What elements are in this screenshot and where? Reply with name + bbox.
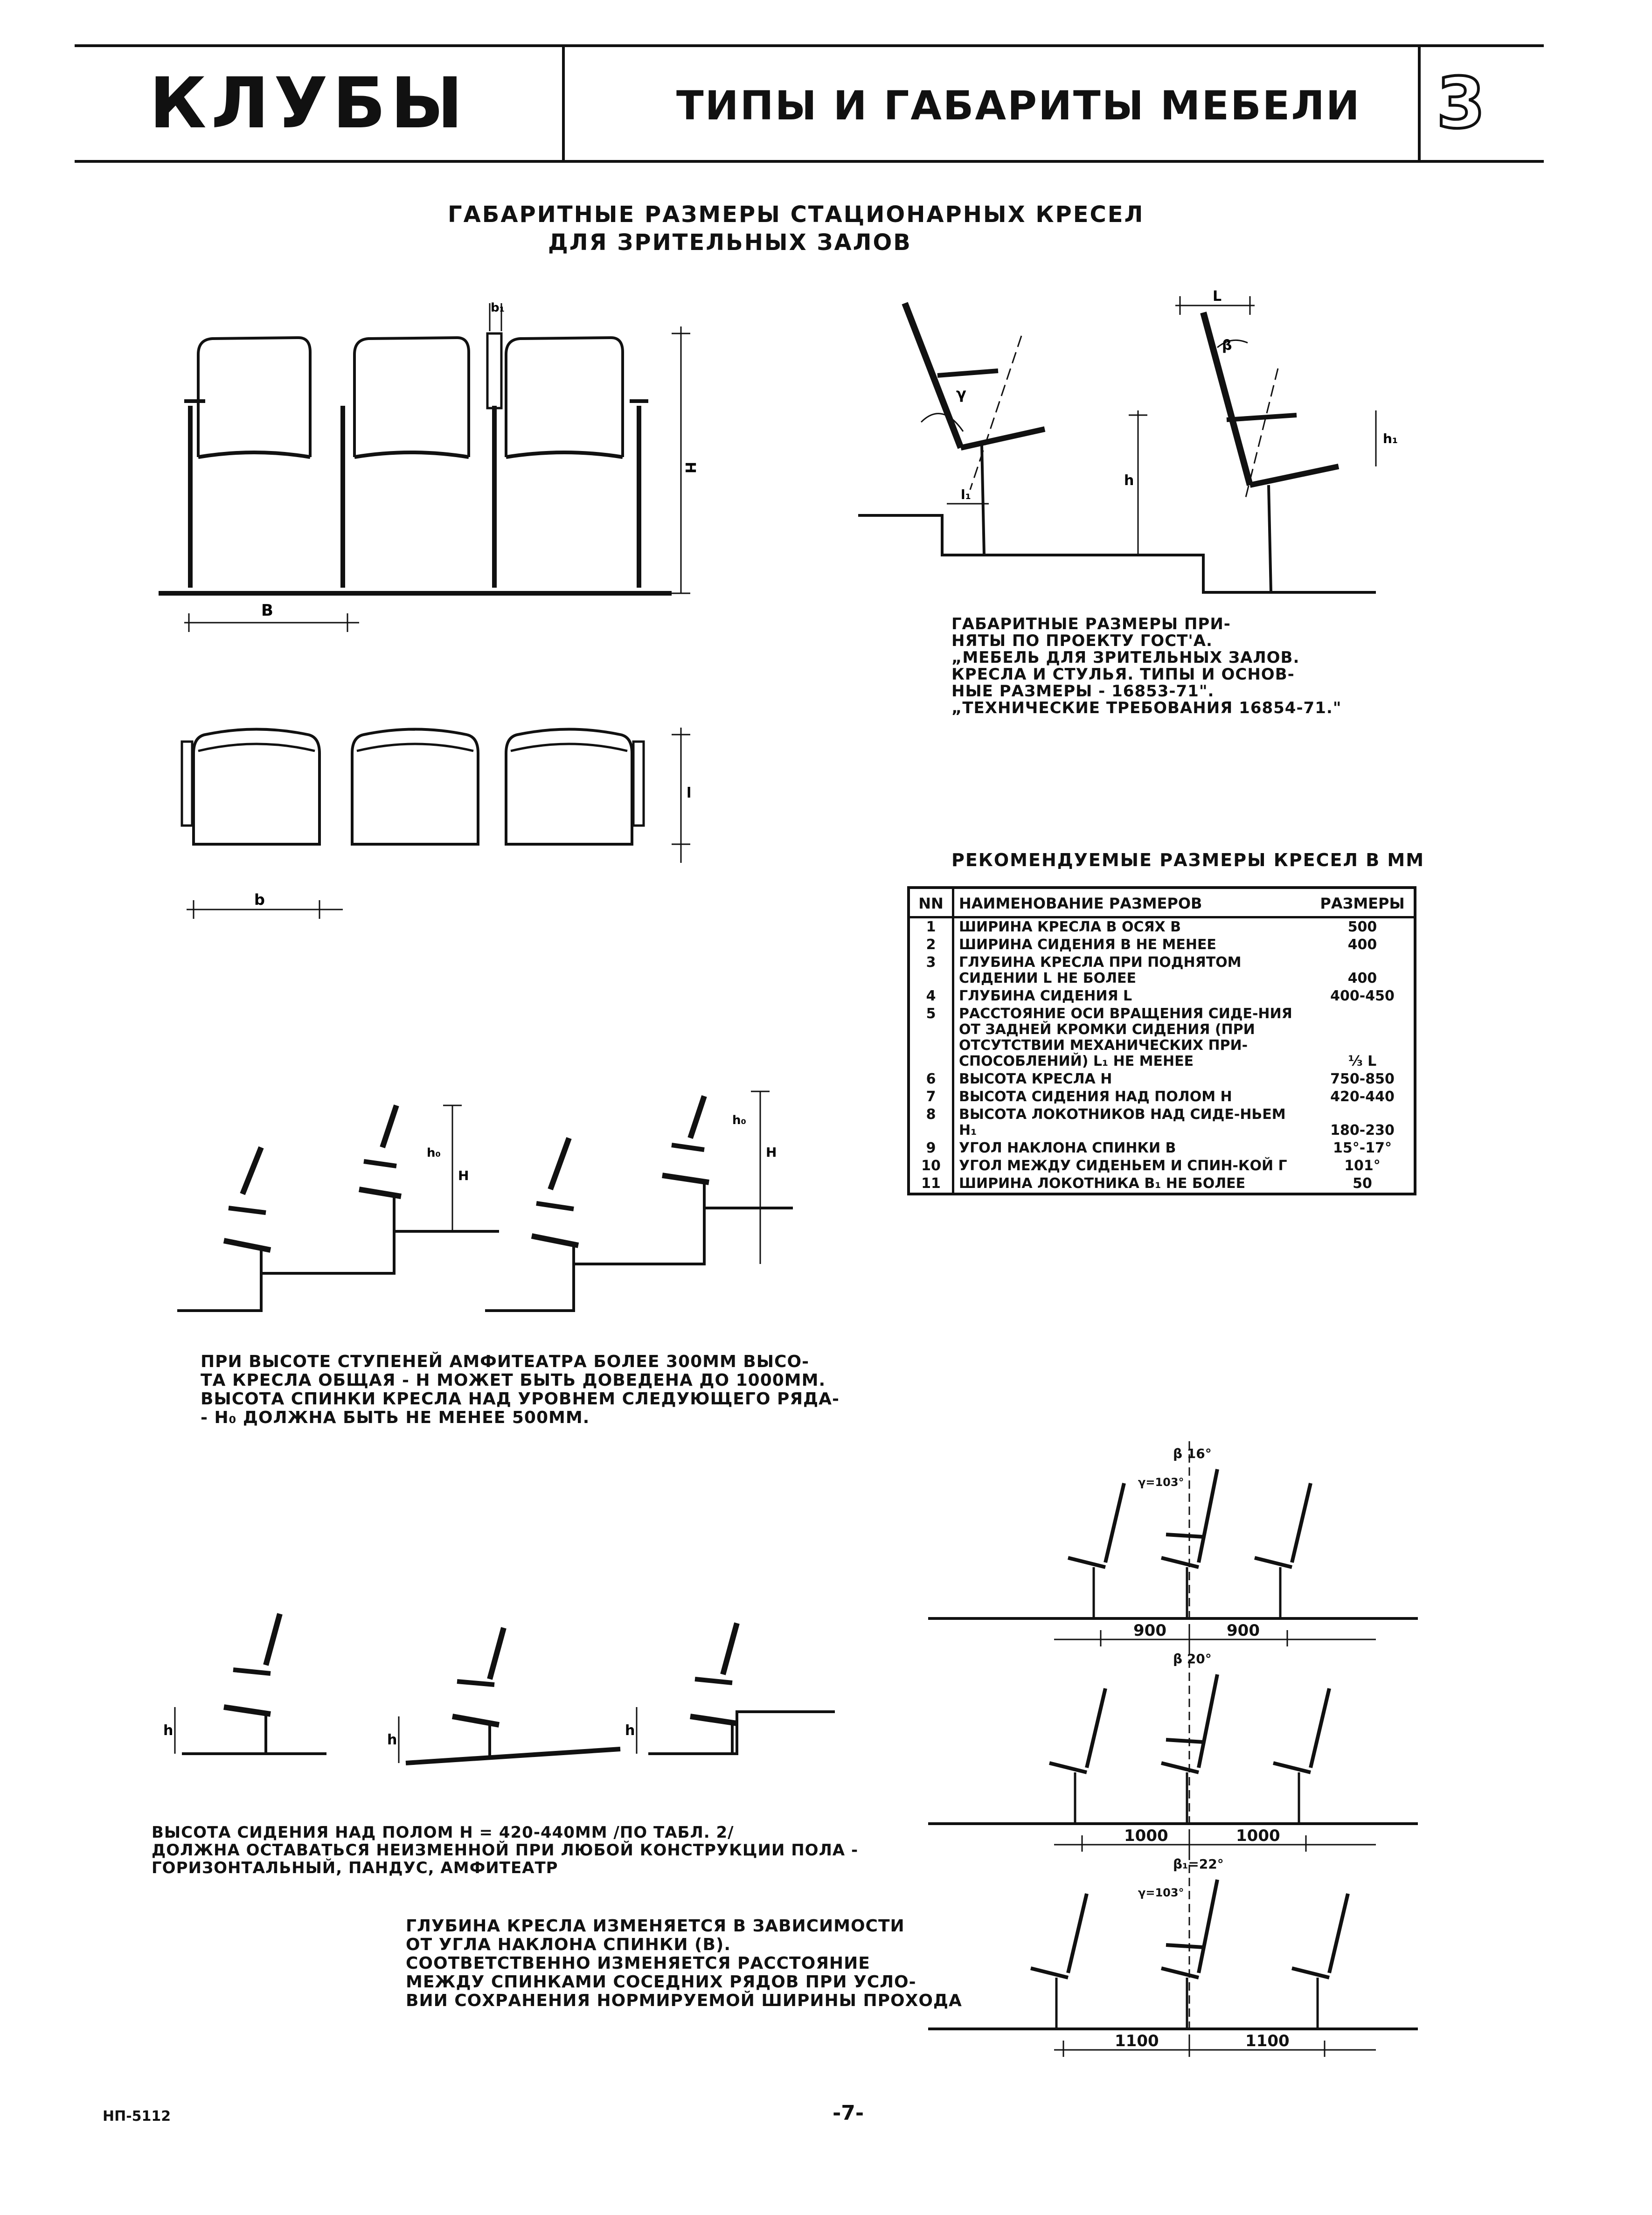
row-number: 6 (910, 1070, 953, 1088)
table-row (910, 1088, 1414, 1106)
header-left-title: КЛУБЫ (149, 63, 468, 144)
gost-note: ГАБАРИТНЫЕ РАЗМЕРЫ ПРИ- НЯТЫ ПО ПРОЕКТУ ГОСТ'А. „МЕБЕЛЬ ДЛЯ ЗРИТЕЛЬНЫХ ЗАЛОВ. КРЕСЛА И СТУЛЬЯ. ТИПЫ И ОСНОВ- НЫЕ РАЗМЕРЫ - 16853-71". „ТЕХНИЧЕСКИЕ ТРЕБОВАНИЯ 16854-71." (951, 615, 1342, 717)
page-number: -7- (833, 2101, 864, 2125)
row-name: ВЫСОТА СИДЕНИЯ НАД ПОЛОМ H (959, 1089, 1232, 1105)
row-spacing-block (928, 1852, 1441, 2057)
amphitheatre-note: ПРИ ВЫСОТЕ СТУПЕНЕЙ АМФИТЕАТРА БОЛЕЕ 300ММ ВЫСО- ТА КРЕСЛА ОБЩАЯ - H МОЖЕТ БЫТЬ ДОВЕДЕНА ДО 1000ММ. ВЫСОТА СПИНКИ КРЕСЛА НАД УРОВНЕМ СЛЕДУЮЩЕГО РЯДА- - H₀ ДОЛЖНА БЫТЬ НЕ МЕНЕЕ 500ММ. (201, 1352, 840, 1427)
label-gamma: γ (956, 385, 966, 403)
row-number: 5 (910, 1005, 953, 1070)
seat-back (354, 338, 469, 438)
floor-types-diagram (154, 1604, 854, 1782)
table-row (910, 917, 1414, 937)
label-h0: h₀ (732, 1113, 746, 1127)
header-divider-2 (1418, 44, 1421, 163)
table-row (910, 1070, 1414, 1088)
footer-code: НП-5112 (103, 2108, 171, 2125)
spacing-right-dim: 1100 (1245, 2032, 1290, 2050)
row-name: РАССТОЯНИЕ ОСИ ВРАЩЕНИЯ СИДЕ-НИЯ ОТ ЗАДНЕЙ КРОМКИ СИДЕНИЯ (ПРИ ОТСУТСТВИИ МЕХАНИЧЕСКИХ ПРИ-СПОСОБЛЕНИЙ) L₁ НЕ МЕНЕЕ (959, 1006, 1292, 1069)
depth-note: ГЛУБИНА КРЕСЛА ИЗМЕНЯЕТСЯ В ЗАВИСИМОСТИ ОТ УГЛА НАКЛОНА СПИНКИ (Β). СООТВЕТСТВЕННО ИЗМЕНЯЕТСЯ РАССТОЯНИЕ МЕЖДУ СПИНКАМИ СОСЕДНИХ РЯДОВ ПРИ УСЛО- ВИИ СОХРАНЕНИЯ НОРМИРУЕМОЙ ШИРИНЫ ПРОХОДА (406, 1916, 962, 2010)
label-H-amph: H (766, 1145, 777, 1160)
gamma-label: γ=103° (1138, 1886, 1184, 1899)
row-spacing-block (928, 1646, 1441, 1852)
label-L: L (1213, 289, 1222, 305)
row-value: 15°-17° (1333, 1140, 1392, 1156)
row-name: УГОЛ НАКЛОНА СПИНКИ Β (959, 1140, 1176, 1156)
dimensions-table (907, 886, 1416, 1195)
spacing-right-dim: 1000 (1236, 1826, 1280, 1845)
front-elevation-diagram (159, 289, 742, 639)
row-number: 7 (910, 1088, 953, 1106)
table-row (910, 987, 1414, 1005)
row-number: 11 (910, 1175, 953, 1193)
table-row (910, 1157, 1414, 1175)
row-name: УГОЛ МЕЖДУ СИДЕНЬЕМ И СПИН-КОЙ Γ (959, 1158, 1287, 1174)
table-header-value: РАЗМЕРЫ (1311, 889, 1414, 917)
header-center-title: ТИПЫ И ГАБАРИТЫ МЕБЕЛИ (676, 83, 1361, 129)
gamma-label: γ=103° (1138, 1476, 1184, 1489)
row-number: 3 (910, 954, 953, 987)
row-name: ШИРИНА КРЕСЛА В ОСЯХ B (959, 919, 1181, 935)
table-row (910, 1106, 1414, 1139)
label-B: B (261, 601, 273, 620)
row-value: ⅓ L (1348, 1053, 1377, 1069)
label-h-floor: h (625, 1722, 635, 1739)
row-name: ВЫСОТА ЛОКОТНИКОВ НАД СИДЕ-НЬЕМ H₁ (959, 1106, 1286, 1139)
row-number: 9 (910, 1139, 953, 1157)
row-value: 400 (1347, 970, 1377, 986)
sheet-number: 3 (1437, 63, 1485, 144)
row-name: ШИРИНА ЛОКОТНИКА B₁ НЕ БОЛЕЕ (959, 1175, 1246, 1192)
row-value: 750-850 (1330, 1071, 1395, 1087)
table-caption: РЕКОМЕНДУЕМЫЕ РАЗМЕРЫ КРЕСЕЛ В ММ (951, 850, 1425, 870)
header-divider-1 (562, 44, 565, 163)
label-H-amph: H (458, 1168, 469, 1183)
row-name: ШИРИНА СИДЕНИЯ B НЕ МЕНЕЕ (959, 937, 1216, 953)
beta-label: β 20° (1173, 1651, 1212, 1666)
row-number: 8 (910, 1106, 953, 1139)
row-value: 420-440 (1330, 1089, 1395, 1105)
row-name: ВЫСОТА КРЕСЛА H (959, 1071, 1112, 1087)
row-value: 400-450 (1330, 988, 1395, 1004)
spacing-left-dim: 900 (1133, 1621, 1166, 1640)
label-h-floor: h (163, 1722, 174, 1739)
label-h: h (1124, 472, 1134, 489)
seat-back (506, 338, 623, 438)
label-l1: l₁ (961, 487, 971, 502)
table-row (910, 1005, 1414, 1070)
spacing-left-dim: 1000 (1124, 1826, 1168, 1845)
label-b: b (254, 891, 265, 909)
row-number: 10 (910, 1157, 953, 1175)
amphitheatre-diagram (173, 1087, 872, 1329)
table-header-name: НАИМЕНОВАНИЕ РАЗМЕРОВ (953, 889, 1312, 917)
row-value: 500 (1347, 919, 1377, 935)
beta-label: β 16° (1173, 1446, 1212, 1461)
table-row (910, 1175, 1414, 1193)
spacing-right-dim: 900 (1227, 1621, 1260, 1640)
label-h0: h₀ (427, 1146, 441, 1160)
label-beta: β (1222, 337, 1232, 354)
table-row (910, 936, 1414, 954)
side-profile-diagram (849, 289, 1437, 616)
plan-view-diagram (177, 704, 723, 937)
header-top-rule (75, 44, 1544, 47)
row-spacing-diagrams (928, 1441, 1441, 2094)
label-H: H (682, 462, 698, 474)
row-value: 180-230 (1330, 1122, 1395, 1139)
header-bottom-rule (75, 160, 1544, 163)
section-title-line1: ГАБАРИТНЫЕ РАЗМЕРЫ СТАЦИОНАРНЫХ КРЕСЕЛ (448, 201, 1145, 228)
seat-back (198, 338, 310, 438)
row-value: 400 (1347, 937, 1377, 953)
table-row (910, 954, 1414, 987)
row-name: ГЛУБИНА СИДЕНИЯ L (959, 988, 1132, 1004)
label-l: l (687, 785, 692, 801)
row-value: 50 (1353, 1175, 1372, 1192)
header (75, 44, 1544, 163)
row-number: 2 (910, 936, 953, 954)
section-title-line2: ДЛЯ ЗРИТЕЛЬНЫХ ЗАЛОВ (548, 229, 912, 256)
beta-label: β₁=22° (1173, 1856, 1224, 1872)
row-spacing-block (928, 1441, 1441, 1646)
table-row (910, 1139, 1414, 1157)
row-value: 101° (1344, 1158, 1381, 1174)
row-name: ГЛУБИНА КРЕСЛА ПРИ ПОДНЯТОМ СИДЕНИИ L НЕ БОЛЕЕ (959, 954, 1242, 986)
floor-note: ВЫСОТА СИДЕНИЯ НАД ПОЛОМ H = 420-440ММ /ПО ТАБЛ. 2/ ДОЛЖНА ОСТАВАТЬСЯ НЕИЗМЕННОЙ ПРИ ЛЮБОЙ КОНСТРУКЦИИ ПОЛА - ГОРИЗОНТАЛЬНЫЙ, ПАНДУС, АМФИТЕАТР (152, 1823, 859, 1877)
label-b1: b₁ (491, 301, 505, 315)
label-h1: h₁ (1383, 431, 1398, 446)
spacing-left-dim: 1100 (1115, 2032, 1159, 2050)
row-number: 1 (910, 917, 953, 937)
row-number: 4 (910, 987, 953, 1005)
label-h-floor: h (387, 1732, 397, 1748)
table-header-nn: NN (910, 889, 953, 917)
